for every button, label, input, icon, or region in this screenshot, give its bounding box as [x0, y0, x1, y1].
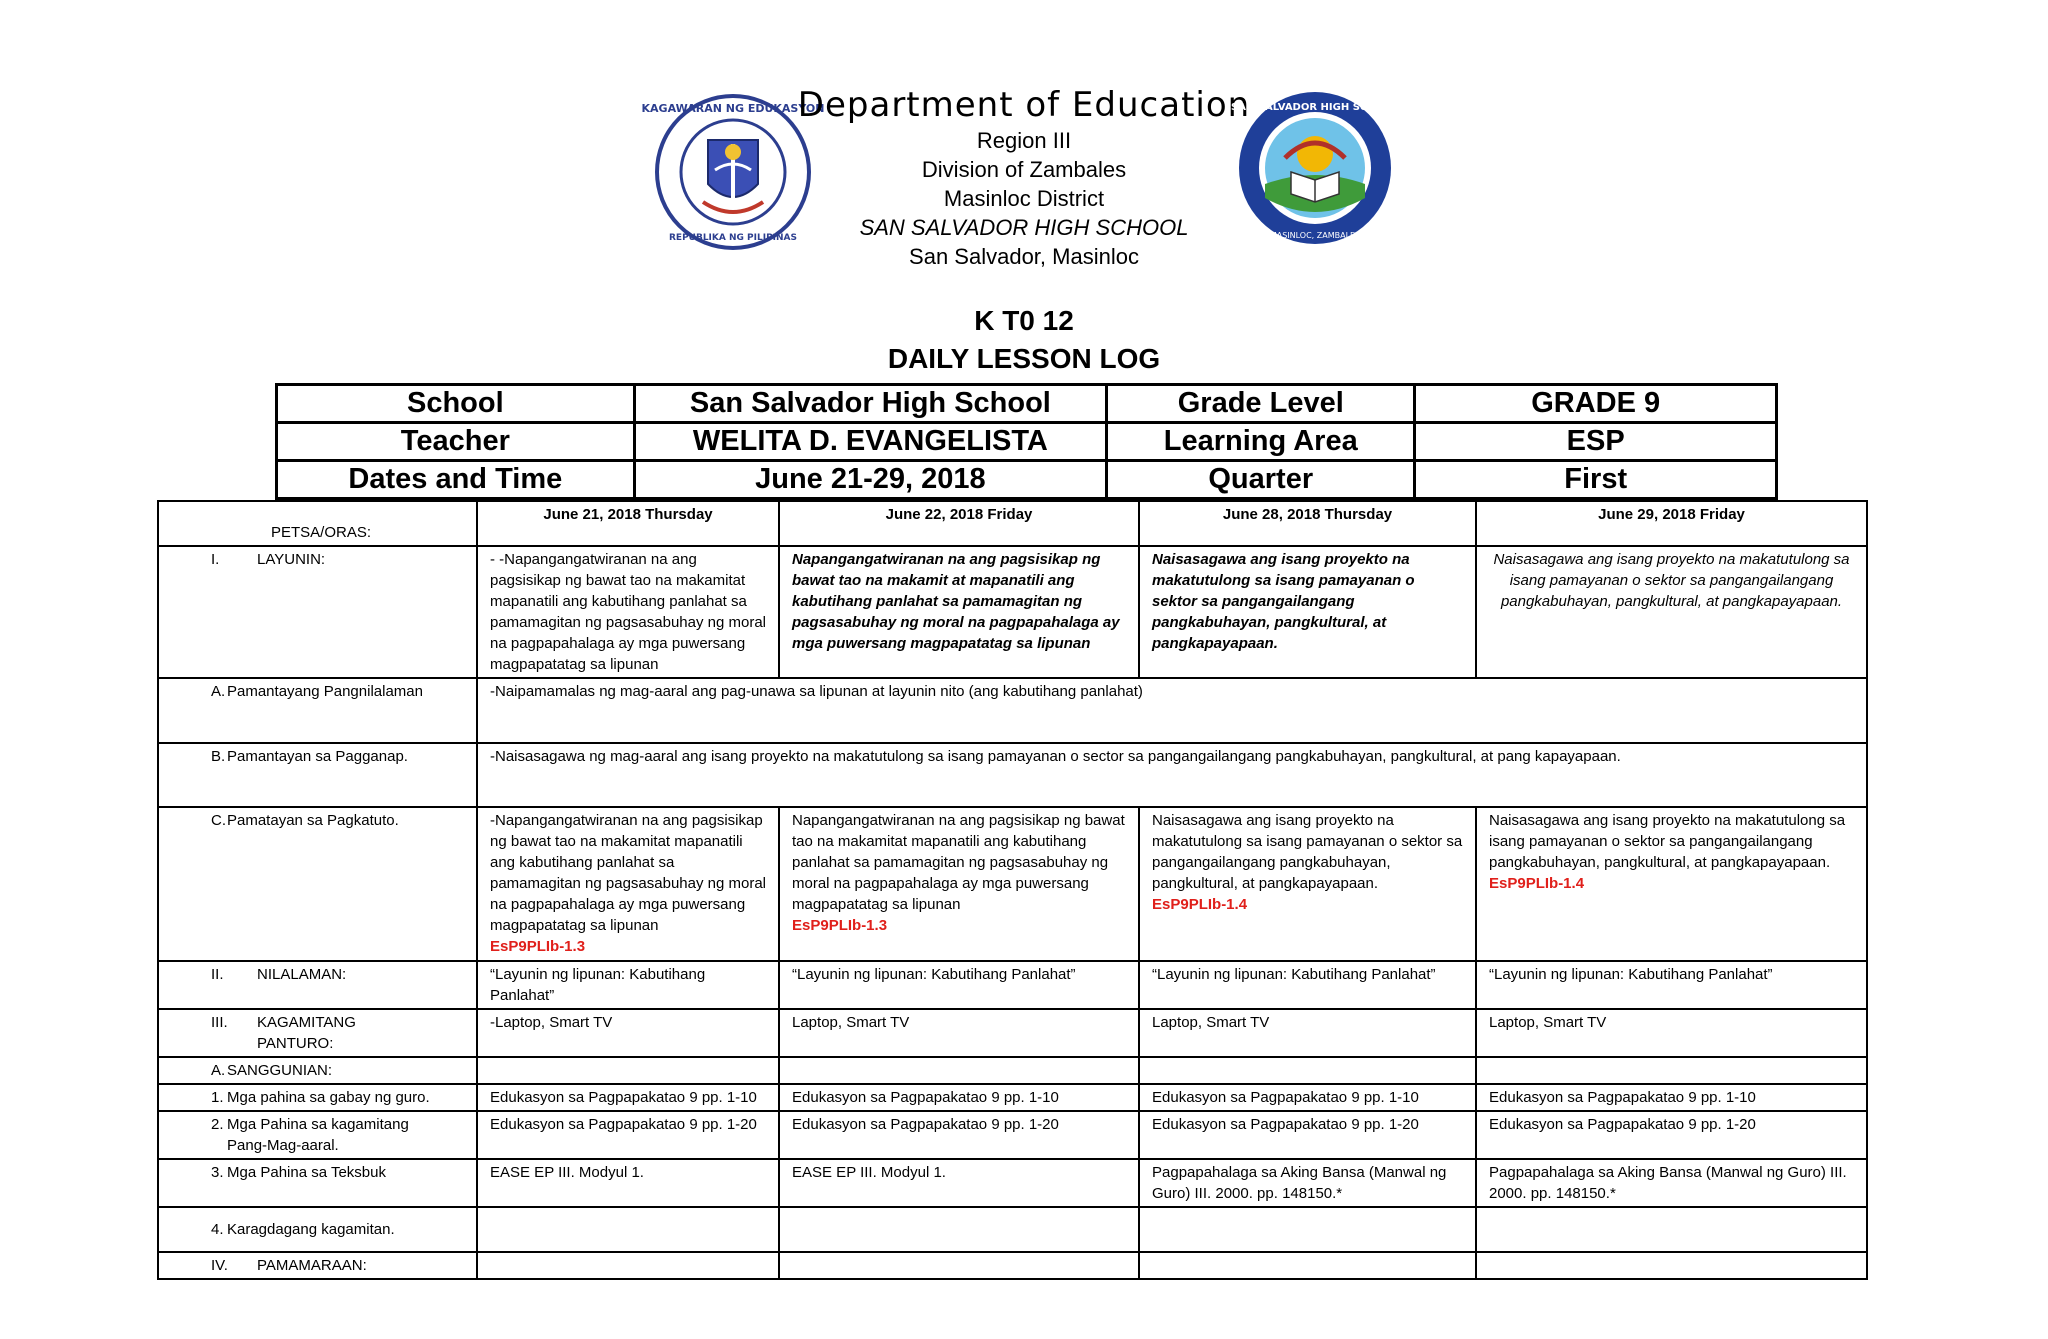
pamantayang-pangnilalaman-row — [158, 678, 1867, 743]
kagamitang-panturo-row — [158, 1009, 1867, 1057]
sanggunian-cell-4 — [1476, 1057, 1867, 1084]
left-logo-bottom-text: REPUBLIKA NG PILIPINAS — [668, 233, 798, 243]
karagdagang-cell-1 — [477, 1207, 779, 1252]
date-header-4: June 29, 2018 Friday — [1476, 501, 1867, 546]
info-row-dates — [277, 461, 1777, 499]
quarter-label: Quarter — [1107, 461, 1415, 499]
row-label: Mga Pahina sa Teksbuk — [227, 1164, 386, 1181]
nilalaman-cell-3: “Layunin ng lipunan: Kabutihang Panlahat” — [1139, 961, 1476, 1009]
row-label: Pamatayan sa Pagkatuto. — [227, 812, 399, 829]
pangnilalaman-label-cell — [158, 678, 477, 743]
district-line: Masinloc District — [943, 186, 1105, 211]
karagdagang-cell-3 — [1139, 1207, 1476, 1252]
letterhead — [780, 84, 1268, 271]
kagamitang-cell-1: -Laptop, Smart TV — [477, 1009, 779, 1057]
pamamaraan-cell-1 — [477, 1252, 779, 1279]
teksbuk-label-cell — [158, 1159, 477, 1207]
row-label: Mga pahina sa gabay ng guro. — [227, 1089, 430, 1106]
mag-aaral-label-cell — [158, 1111, 477, 1159]
gabay-label-cell — [158, 1084, 477, 1111]
layunin-cell-4: Naisasagawa ang isang proyekto na makatutulong sa isang pamayanan o sektor sa pangangailangang pangkabuhayan, pangkultural, at pangkapayapaan. — [1476, 546, 1867, 678]
competency-code: EsP9PLIb-1.4 — [1489, 875, 1585, 892]
date-header-1: June 21, 2018 Thursday — [477, 501, 779, 546]
gabay-cell-2: Edukasyon sa Pagpapakatao 9 pp. 1-10 — [779, 1084, 1139, 1111]
pamamaraan-cell-3 — [1139, 1252, 1476, 1279]
row-label: Karagdagang kagamitan. — [227, 1221, 395, 1238]
row-number: B. — [211, 748, 226, 765]
teksbuk-row — [158, 1159, 1867, 1207]
karagdagang-row — [158, 1207, 1867, 1252]
mag-aaral-cell-4: Edukasyon sa Pagpapakatao 9 pp. 1-20 — [1476, 1111, 1867, 1159]
row-label: SANGGUNIAN: — [227, 1062, 333, 1079]
row-number: I. — [211, 551, 220, 568]
mag-aaral-cell-1: Edukasyon sa Pagpapakatao 9 pp. 1-20 — [477, 1111, 779, 1159]
pagganap-text: -Naisasagawa ng mag-aaral ang isang proyekto na makatutulong sa isang pamayanan o sector sa pangangailangang pangkabuhayan, pangkultural, at pang kapayapaan. — [477, 743, 1867, 807]
kagamitang-cell-3: Laptop, Smart TV — [1139, 1009, 1476, 1057]
pagganap-label-cell — [158, 743, 477, 807]
teksbuk-cell-3: Pagpapahalaga sa Aking Bansa (Manwal ng Guro) III. 2000. pp. 148150.* — [1139, 1159, 1476, 1207]
area-label: Learning Area — [1107, 423, 1415, 461]
row-label: Mga Pahina sa kagamitang Pang-Mag-aaral. — [227, 1116, 409, 1154]
karagdagang-cell-4 — [1476, 1207, 1867, 1252]
school-seal-icon — [1231, 88, 1399, 248]
pagkatuto-row — [158, 807, 1867, 961]
dates-row — [158, 501, 1867, 546]
row-label: KAGAMITANG PANTURO: — [257, 1014, 356, 1052]
kagamitang-label-cell — [158, 1009, 477, 1057]
pangnilalaman-text: -Naipamamalas ng mag-aaral ang pag-unawa sa lipunan at layunin nito (ang kabutihang panlahat) — [477, 678, 1867, 743]
division-line: Division of Zambales — [921, 157, 1127, 182]
pamantayan-sa-pagganap-row — [158, 743, 1867, 807]
nilalaman-cell-2: “Layunin ng lipunan: Kabutihang Panlahat” — [779, 961, 1139, 1009]
teksbuk-cell-2: EASE EP III. Modyul 1. — [779, 1159, 1139, 1207]
nilalaman-row — [158, 961, 1867, 1009]
sanggunian-cell-3 — [1139, 1057, 1476, 1084]
quarter-value: First — [1415, 461, 1777, 499]
competency-code: EsP9PLIb-1.4 — [1152, 896, 1248, 913]
layunin-cell-3: Naisasagawa ang isang proyekto na makatutulong sa isang pamayanan o sektor sa pangangailangang pangkabuhayan, pangkultural, at pangkapayapaan. — [1139, 546, 1476, 678]
nilalaman-label-cell — [158, 961, 477, 1009]
grade-value: GRADE 9 — [1415, 385, 1777, 423]
nilalaman-cell-1: “Layunin ng lipunan: Kabutihang Panlahat” — [477, 961, 779, 1009]
info-row-school — [277, 385, 1777, 423]
k12-title: K T0 12 — [974, 305, 1074, 336]
layunin-cell-2: Napangangatwiranan na ang pagsisikap ng bawat tao na makamit at mapanatili ang kabutihang panlahat sa pamamagitan ng pagsasabuhay ng moral na pagpapahalaga ay mga puwersang magpapatatag sa lipunan — [779, 546, 1139, 678]
mag-aaral-cell-2: Edukasyon sa Pagpapakatao 9 pp. 1-20 — [779, 1111, 1139, 1159]
pagkatuto-cell-1 — [477, 807, 779, 961]
sanggunian-cell-2 — [779, 1057, 1139, 1084]
row-number: A. — [211, 1062, 226, 1079]
layunin-row — [158, 546, 1867, 678]
pamamaraan-cell-4 — [1476, 1252, 1867, 1279]
right-logo-bottom-text: MASINLOC, ZAMBALES — [1269, 231, 1361, 240]
pagkatuto-cell-4 — [1476, 807, 1867, 961]
school-label: School — [277, 385, 635, 423]
gabay-cell-4: Edukasyon sa Pagpapakatao 9 pp. 1-10 — [1476, 1084, 1867, 1111]
info-table — [275, 383, 1778, 500]
row-number: 4. — [211, 1221, 224, 1238]
date-header-2: June 22, 2018 Friday — [779, 501, 1139, 546]
row-label: Pamantayan sa Pagganap. — [227, 748, 408, 765]
row-number: 2. — [211, 1116, 224, 1133]
pagkatuto-cell-2 — [779, 807, 1139, 961]
row-label: NILALAMAN: — [257, 966, 347, 983]
area-value: ESP — [1415, 423, 1777, 461]
row-number: C. — [211, 812, 226, 829]
pagkatuto-label-cell — [158, 807, 477, 961]
pamamaraan-label-cell — [158, 1252, 477, 1279]
school-value: San Salvador High School — [634, 385, 1106, 423]
department-title: Department of Education — [797, 85, 1251, 125]
competency-text: Naisasagawa ang isang proyekto na makatutulong sa isang pamayanan o sektor sa pangangailangang pangkabuhayan, pangkultural, at pangkapayapaan. — [1489, 812, 1846, 871]
teacher-label: Teacher — [277, 423, 635, 461]
dates-label: Dates and Time — [277, 461, 635, 499]
sanggunian-cell-1 — [477, 1057, 779, 1084]
sanggunian-label-cell — [158, 1057, 477, 1084]
row-number: 1. — [211, 1089, 224, 1106]
pagkatuto-cell-3 — [1139, 807, 1476, 961]
row-number: IV. — [211, 1257, 228, 1274]
nilalaman-cell-4: “Layunin ng lipunan: Kabutihang Panlahat” — [1476, 961, 1867, 1009]
row-label: LAYUNIN: — [257, 551, 326, 568]
kagamitang-cell-4: Laptop, Smart TV — [1476, 1009, 1867, 1057]
karagdagang-label-cell — [158, 1207, 477, 1252]
row-label: Pamantayang Pangnilalaman — [227, 683, 423, 700]
school-name-line: SAN SALVADOR HIGH SCHOOL — [859, 215, 1189, 240]
gabay-row — [158, 1084, 1867, 1111]
lesson-log-table — [157, 500, 1868, 1280]
row-number: A. — [211, 683, 226, 700]
row-label: PAMAMARAAN: — [257, 1257, 367, 1274]
region-line: Region III — [976, 128, 1072, 153]
lesson-log-title: DAILY LESSON LOG — [887, 343, 1161, 374]
info-row-teacher — [277, 423, 1777, 461]
right-logo-top-text: SAN SALVADOR HIGH SCHOOL — [1231, 102, 1399, 113]
pamamaraan-row — [158, 1252, 1867, 1279]
row-number: III. — [211, 1014, 228, 1031]
teksbuk-cell-4: Pagpapahalaga sa Aking Bansa (Manwal ng Guro) III. 2000. pp. 148150.* — [1476, 1159, 1867, 1207]
gabay-cell-3: Edukasyon sa Pagpapakatao 9 pp. 1-10 — [1139, 1084, 1476, 1111]
document-title — [724, 302, 1324, 378]
pamamaraan-cell-2 — [779, 1252, 1139, 1279]
address-line: San Salvador, Masinloc — [909, 244, 1139, 269]
date-header-3: June 28, 2018 Thursday — [1139, 501, 1476, 546]
petsa-cell — [158, 501, 477, 546]
competency-text: Naisasagawa ang isang proyekto na makatutulong sa isang pamayanan o sektor sa pangangailangang pangkabuhayan, pangkultural, at pangkapayapaan. — [1152, 812, 1463, 892]
teacher-value: WELITA D. EVANGELISTA — [634, 423, 1106, 461]
layunin-cell-1: - -Napangangatwiranan na ang pagsisikap ng bawat tao na makamitat mapanatili ang kabutihang panlahat sa pamamagitan ng pagsasabuhay ng moral na pagpapahalaga ay mga puwersang magpapatatag sa lipunan — [477, 546, 779, 678]
grade-label: Grade Level — [1107, 385, 1415, 423]
dates-value: June 21-29, 2018 — [634, 461, 1106, 499]
layunin-label-cell — [158, 546, 477, 678]
row-number: II. — [211, 966, 224, 983]
karagdagang-cell-2 — [779, 1207, 1139, 1252]
competency-text: Napangangatwiranan na ang pagsisikap ng bawat tao na makamitat mapanatili ang kabutihang panlahat sa pamamagitan ng pagsasabuhay ng moral na pagpapahalaga ay mga puwersang magpapatatag sa lipunan — [792, 812, 1125, 913]
gabay-cell-1: Edukasyon sa Pagpapakatao 9 pp. 1-10 — [477, 1084, 779, 1111]
mag-aaral-cell-3: Edukasyon sa Pagpapakatao 9 pp. 1-20 — [1139, 1111, 1476, 1159]
competency-code: EsP9PLIb-1.3 — [792, 917, 888, 934]
left-logo-top-text: KAGAWARAN NG EDUKASYON — [641, 102, 825, 115]
sanggunian-row — [158, 1057, 1867, 1084]
petsa-label: PETSA/ORAS: — [271, 524, 372, 541]
competency-text: -Napangangatwiranan na ang pagsisikap ng bawat tao na makamitat mapanatili ang kabutihang panlahat sa pamamagitan ng pagsasabuhay ng moral na pagpapahalaga ay mga puwersang magpapatatag sa lipunan — [490, 812, 767, 934]
teksbuk-cell-1: EASE EP III. Modyul 1. — [477, 1159, 779, 1207]
row-number: 3. — [211, 1164, 224, 1181]
kagamitang-cell-2: Laptop, Smart TV — [779, 1009, 1139, 1057]
competency-code: EsP9PLIb-1.3 — [490, 938, 586, 955]
kagamitang-mag-aaral-row — [158, 1111, 1867, 1159]
